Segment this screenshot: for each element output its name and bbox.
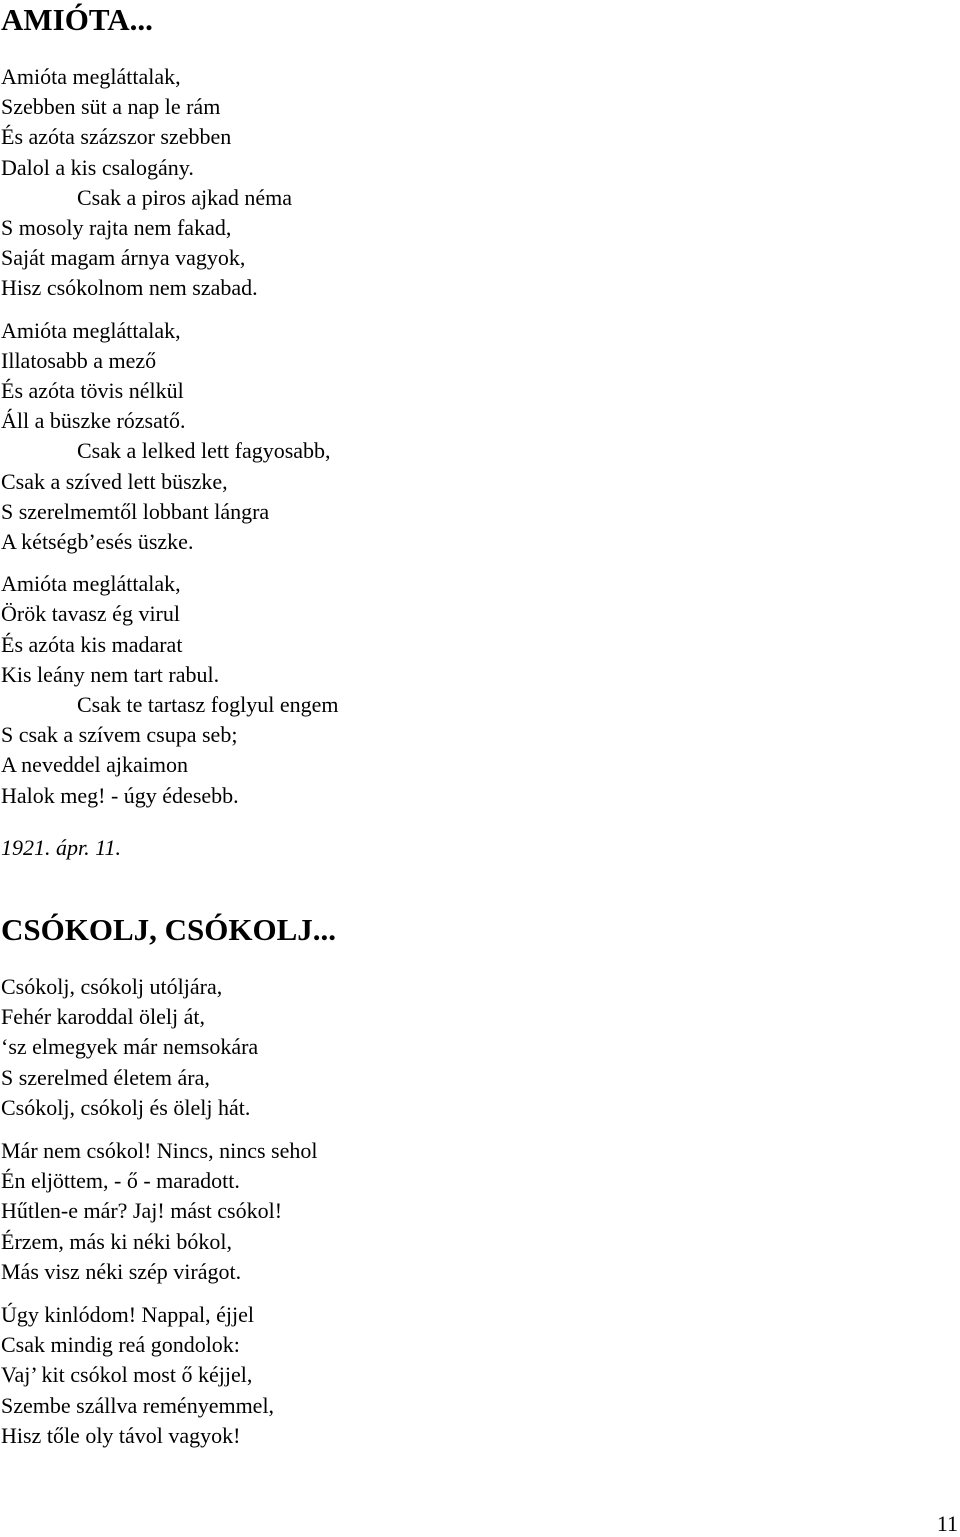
stanza — [1, 1136, 336, 1287]
verse-line: Csak a piros ajkad néma — [77, 184, 293, 210]
verse-line: Csak a szíved lett büszke, — [1, 468, 228, 494]
stanza — [1, 183, 338, 304]
stanza — [1, 972, 336, 1123]
stanza — [1, 569, 338, 690]
verse-line: Úgy kinlódom! Nappal, éjjel — [1, 1302, 254, 1328]
verse-line: S szerelmemtől lobbant lángra — [1, 498, 270, 524]
verse-line: És azóta százszor szebben — [1, 124, 232, 150]
verse-line: Hisz tőle oly távol vagyok! — [1, 1422, 241, 1448]
verse-line: S mosoly rajta nem fakad, — [1, 215, 232, 241]
verse-line: Csókolj, csókolj utóljára, — [1, 974, 223, 999]
stanza — [1, 436, 338, 557]
stanza — [1, 62, 338, 183]
verse-line: Dalol a kis csalogány. — [1, 154, 194, 180]
stanza — [1, 316, 338, 437]
verse-line: Amióta megláttalak, — [1, 571, 181, 597]
verse-line: Amióta megláttalak, — [1, 317, 181, 343]
verse-line: Érzem, más ki néki bókol, — [1, 1228, 232, 1254]
verse-line: S csak a szívem csupa seb; — [1, 722, 238, 748]
stanza — [1, 690, 338, 811]
verse-line: Amióta megláttalak, — [1, 64, 181, 89]
verse-line: Vaj’ kit csókol most ő kéjjel, — [1, 1362, 253, 1388]
verse-line: És azóta kis madarat — [1, 631, 183, 657]
verse-line: ‘sz elmegyek már nemsokára — [1, 1034, 259, 1060]
verse-line: Áll a büszke rózsatő. — [1, 408, 186, 434]
poem-amiota — [1, 2, 338, 863]
verse-line: Hűtlen-e már? Jaj! mást csókol! — [1, 1198, 283, 1224]
verse-line: Hisz csókolnom nem szabad. — [1, 275, 258, 301]
verse-line: A neveddel ajkaimon — [1, 752, 188, 778]
verse-line: Csak mindig reá gondolok: — [1, 1332, 240, 1358]
verse-line: Szebben süt a nap le rám — [1, 94, 221, 120]
verse-line: Már nem csókol! Nincs, nincs sehol — [1, 1138, 318, 1164]
verse-line: Halok meg! - úgy édesebb. — [1, 782, 239, 808]
poem-title: AMIÓTA... — [1, 2, 153, 37]
verse-line: Fehér karoddal ölelj át, — [1, 1004, 206, 1030]
verse-line: S szerelmed életem ára, — [1, 1064, 210, 1090]
verse-line: Csak te tartasz foglyul engem — [77, 692, 339, 718]
verse-line: Én eljöttem, - ő - maradott. — [1, 1168, 240, 1194]
poem-title: CSÓKOLJ, CSÓKOLJ... — [1, 912, 337, 947]
stanza — [1, 1300, 336, 1451]
verse-line: És azóta tövis nélkül — [1, 378, 184, 404]
page-number: 11 — [936, 1511, 958, 1536]
verse-line: Csókolj, csókolj és ölelj hát. — [1, 1094, 251, 1120]
verse-line: Kis leány nem tart rabul. — [1, 661, 220, 687]
verse-line: Illatosabb a mező — [1, 347, 157, 373]
verse-line: A kétségb’esés üszke. — [1, 529, 194, 555]
verse-line: Örök tavasz ég virul — [1, 601, 180, 627]
verse-line: Szembe szállva reményemmel, — [1, 1392, 275, 1418]
poem-csokolj — [1, 912, 336, 1451]
verse-line: Csak a lelked lett fagyosabb, — [77, 438, 331, 464]
verse-line: Más visz néki szép virágot. — [1, 1258, 242, 1284]
verse-line: Saját magam árnya vagyok, — [1, 245, 246, 271]
poem-date: 1921. ápr. 11. — [1, 834, 121, 860]
